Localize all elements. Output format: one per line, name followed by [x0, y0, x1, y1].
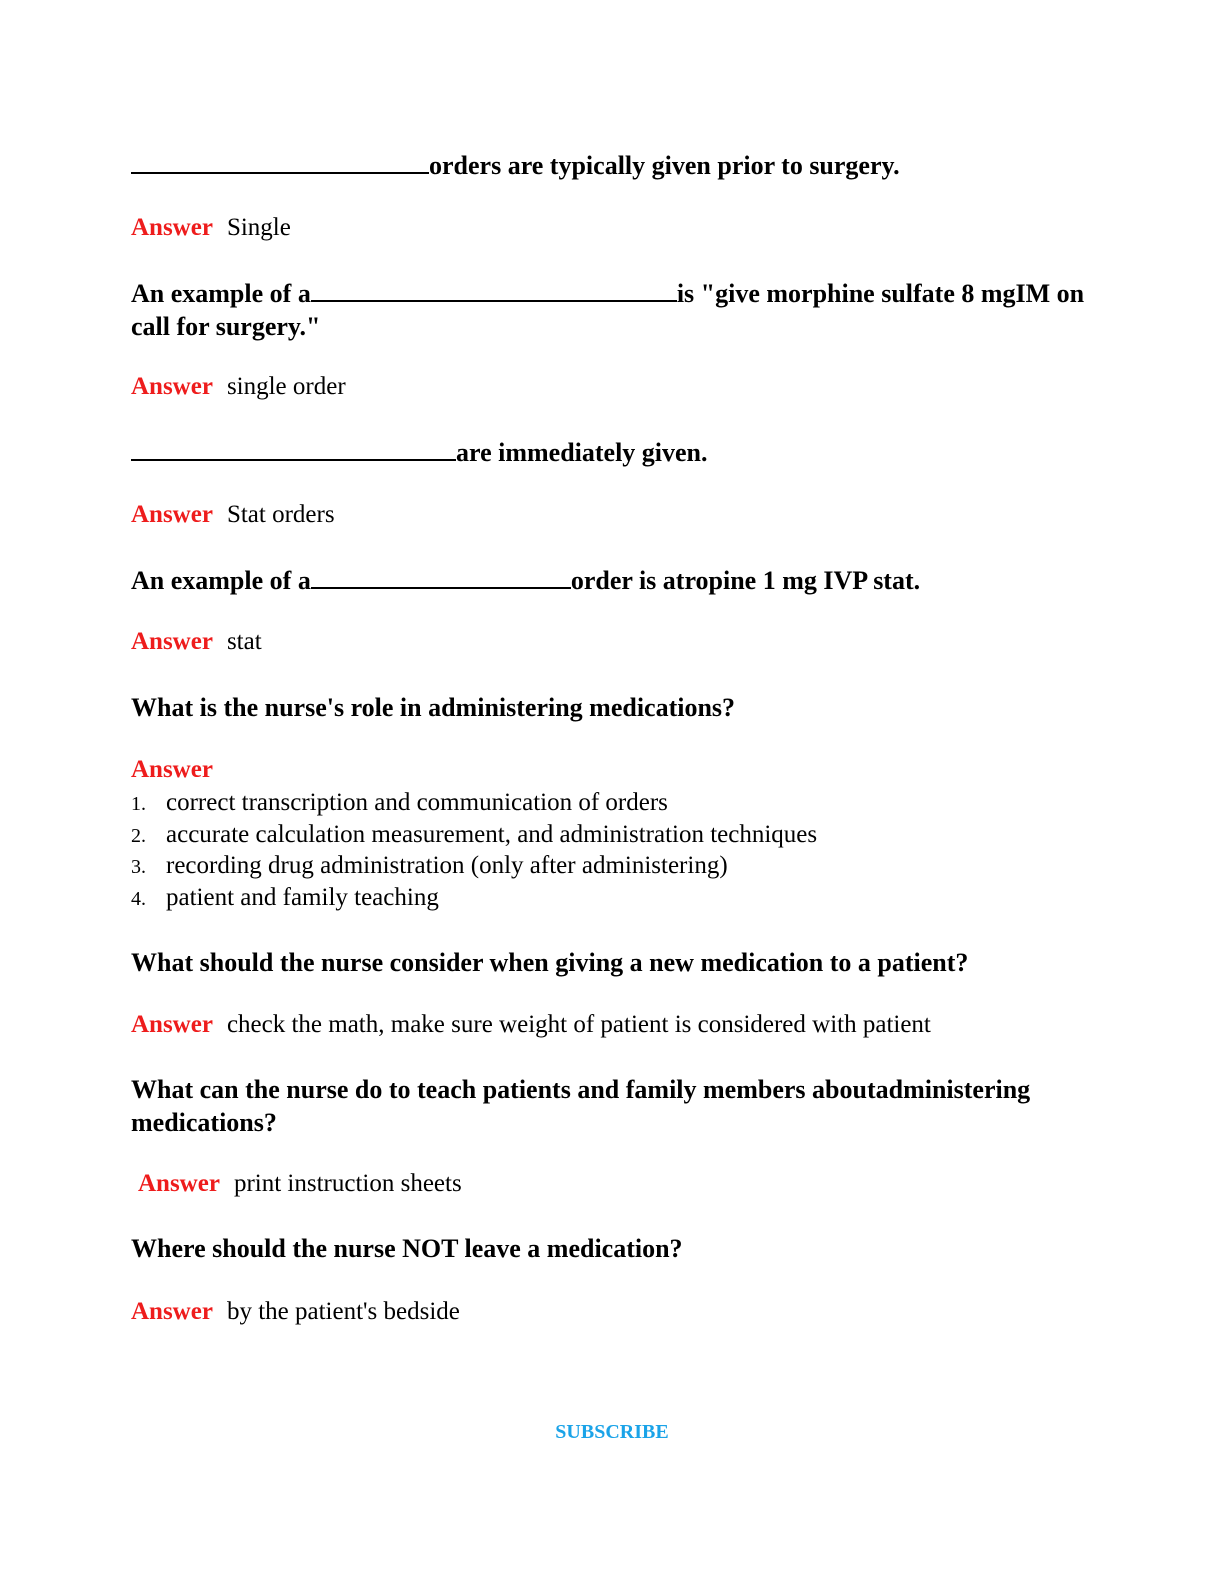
answer-label: Answer — [138, 1170, 220, 1197]
question-2 — [131, 277, 1101, 343]
answer-text: stat — [226, 628, 262, 655]
footer — [0, 1421, 1224, 1444]
question-text: are immediately given. — [456, 438, 708, 467]
question-text: is "give morphine sulfate 8 mgIM on call for surgery." — [131, 279, 1085, 341]
answer-text: check the math, make sure weight of patient is considered with patient — [226, 1011, 931, 1038]
answer-text: print instruction sheets — [233, 1170, 462, 1197]
list-item — [131, 819, 817, 851]
list-number: 4. — [131, 888, 146, 911]
question-text-before: An example of a — [131, 279, 311, 308]
answer-label: Answer — [131, 628, 213, 655]
question-text: order is atropine 1 mg IVP stat. — [570, 566, 921, 595]
list-item-text: accurate calculation measurement, and administration techniques — [166, 820, 818, 848]
answer-blank — [131, 150, 429, 174]
question-5 — [131, 691, 1101, 724]
question-text: orders are typically given prior to surgery. — [429, 151, 900, 180]
question-6 — [131, 946, 1101, 979]
answer-7 — [138, 1169, 462, 1199]
list-item — [131, 787, 817, 819]
subscribe-link[interactable]: SUBSCRIBE — [555, 1421, 669, 1443]
answer-6 — [131, 1010, 931, 1040]
answer-label: Answer — [131, 1011, 213, 1038]
answer-5 — [131, 755, 227, 785]
answer-text: Single — [226, 214, 291, 241]
question-1 — [131, 149, 1101, 182]
answer-label: Answer — [131, 501, 213, 528]
answer-blank — [311, 565, 571, 589]
answer-label: Answer — [131, 1298, 213, 1325]
list-item-text: patient and family teaching — [166, 884, 439, 912]
answer-blank — [311, 278, 677, 302]
list-number: 1. — [131, 793, 146, 815]
answer-text: Stat orders — [226, 501, 335, 528]
answer-2 — [131, 372, 346, 402]
answer-8 — [131, 1297, 460, 1327]
question-text: Where should the nurse NOT leave a medication? — [131, 1234, 683, 1263]
question-8 — [131, 1232, 1101, 1265]
answer-blank — [131, 437, 456, 461]
answer-4 — [131, 627, 262, 657]
question-3 — [131, 436, 1101, 469]
list-item — [131, 882, 817, 914]
answer-list — [131, 787, 817, 914]
question-4 — [131, 564, 1101, 597]
question-7 — [131, 1073, 1101, 1139]
list-number: 3. — [131, 856, 146, 879]
list-item-text: correct transcription and communication of orders — [166, 789, 668, 816]
answer-label: Answer — [131, 373, 213, 400]
question-text-before: An example of a — [131, 566, 311, 595]
list-item — [131, 850, 817, 882]
answer-text: single order — [226, 373, 346, 400]
question-text: What should the nurse consider when giving a new medication to a patient? — [131, 948, 969, 977]
question-text: What can the nurse do to teach patients and family members aboutadministering medications? — [131, 1075, 1031, 1137]
list-item-text: recording drug administration (only after administering) — [166, 852, 728, 880]
answer-1 — [131, 213, 291, 243]
answer-3 — [131, 500, 335, 530]
answer-label: Answer — [131, 214, 213, 241]
list-number: 2. — [131, 824, 146, 847]
question-text: What is the nurse's role in administering medications? — [131, 693, 736, 722]
answer-text: by the patient's bedside — [226, 1298, 460, 1325]
answer-label: Answer — [131, 756, 213, 783]
